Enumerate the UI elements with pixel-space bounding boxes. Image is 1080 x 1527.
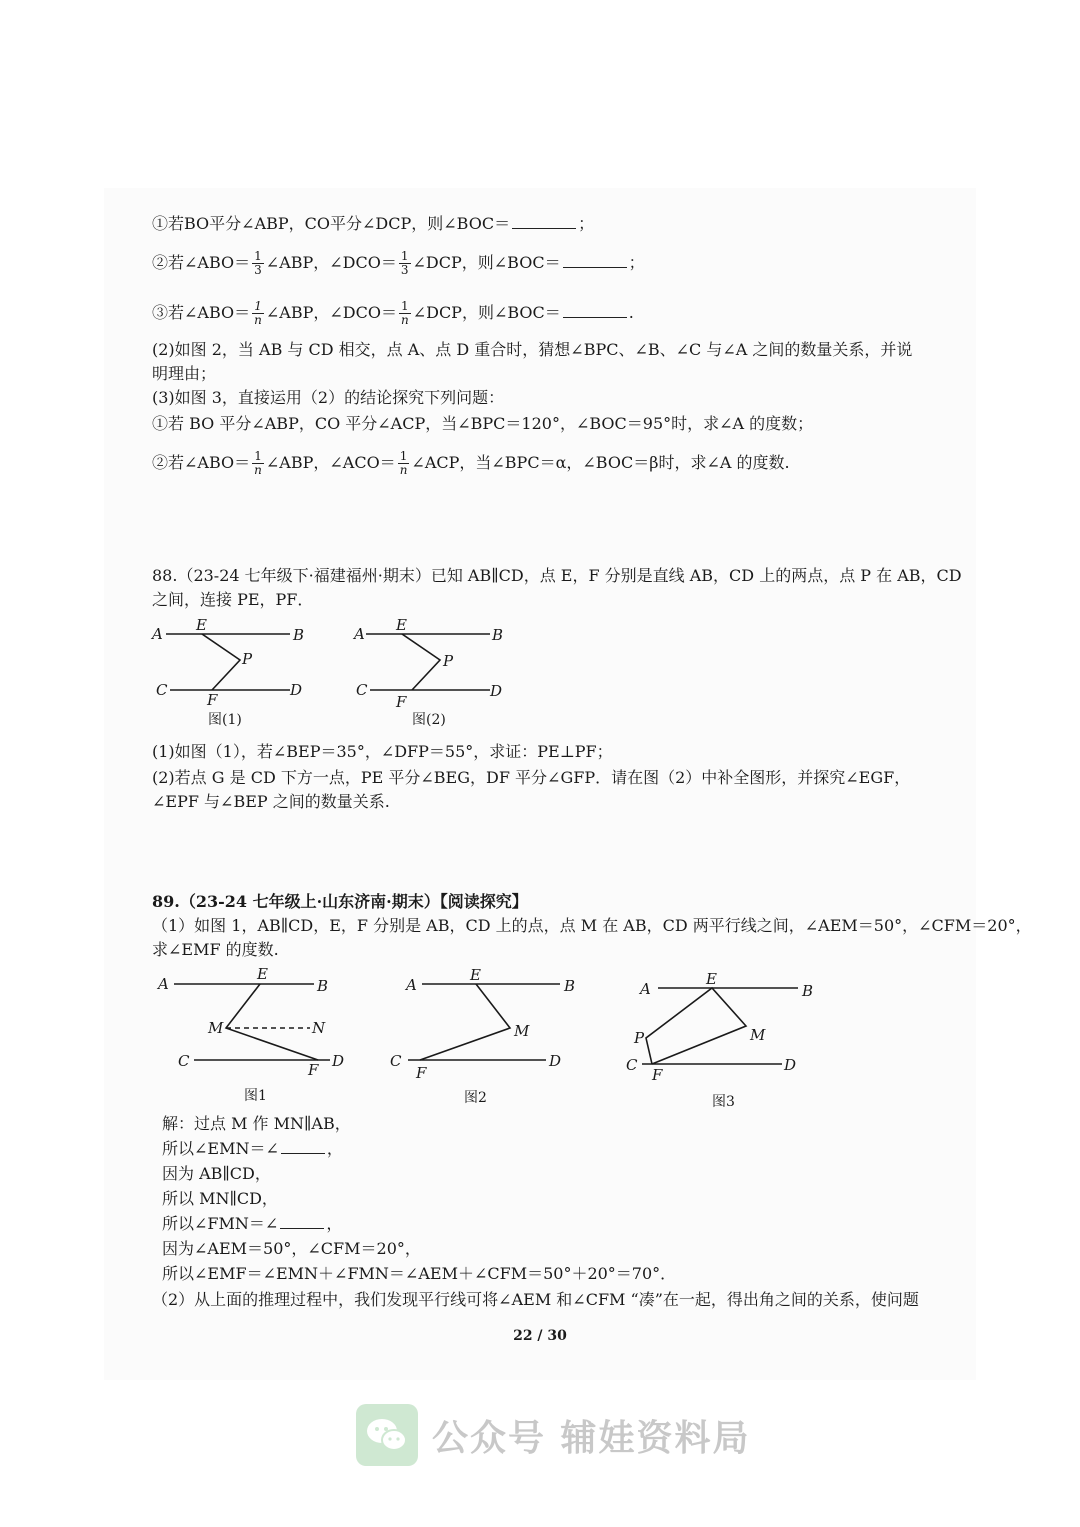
q89-figure-1	[150, 962, 360, 1112]
label-F: F	[652, 1066, 663, 1084]
q89-part2: （2）从上面的推理过程中，我们发现平行线可将∠AEM 和∠CFM “凑”在一起，得出角之间的关系，使问题	[152, 1290, 919, 1309]
answer-blank	[512, 214, 576, 229]
q88-part1: (1)如图（1），若∠BEP＝35°，∠DFP＝55°，求证：PE⊥PF；	[152, 742, 613, 761]
q88-figure-1	[150, 614, 320, 734]
figure-caption: 图3	[712, 1094, 735, 1110]
label-E: E	[196, 616, 207, 634]
label-P: P	[634, 1029, 645, 1047]
fraction: $\frac{1}{n}$	[254, 299, 262, 327]
label-F: F	[416, 1064, 427, 1082]
label-B: B	[492, 626, 504, 644]
fraction: $\frac{1}{3}$	[254, 249, 262, 277]
q89-solution-step6: 因为∠AEM＝50°，∠CFM＝20°，	[162, 1239, 421, 1258]
q89-part1-line1: （1）如图 1，AB∥CD，E，F 分别是 AB，CD 上的点，点 M 在 AB，CD 两平行线之间，∠AEM＝50°，∠CFM＝20°，	[152, 916, 1032, 935]
label-P: P	[443, 652, 454, 670]
fraction: $\frac{1}{3}$	[400, 249, 409, 277]
q88-figure-2	[350, 614, 520, 734]
label-C: C	[356, 681, 368, 699]
label-M: M	[208, 1019, 224, 1037]
label-M: M	[514, 1022, 530, 1040]
label-F: F	[396, 693, 407, 711]
fraction: $\frac{1}{n}$	[400, 299, 409, 327]
label-E: E	[257, 965, 268, 983]
label-A: A	[640, 980, 651, 998]
q89-figure-2	[386, 962, 586, 1112]
label-D: D	[490, 682, 503, 700]
q88-heading-line1: 88.（23-24 七年级下·福建福州·期末）已知 AB∥CD，点 E，F 分别是直线 AB，CD 上的两点，点 P 在 AB，CD	[152, 566, 962, 585]
watermark-text: 公众号 辅娃资料局	[432, 1417, 751, 1459]
label-N: N	[312, 1019, 326, 1037]
label-D: D	[332, 1052, 345, 1070]
q89-solution-step4: 所以 MN∥CD，	[162, 1189, 278, 1208]
q88-part2-line2: ∠EPF 与∠BEP 之间的数量关系.	[152, 792, 390, 811]
label-A: A	[354, 625, 365, 643]
label-B: B	[317, 977, 329, 995]
answer-blank	[280, 1214, 324, 1229]
label-E: E	[706, 970, 717, 988]
q87-line-1: ①若BO平分∠ABP，CO平分∠DCP，则∠BOC＝ ；	[152, 214, 595, 233]
label-A: A	[152, 625, 163, 643]
q89-solution-step2: 所以∠EMN＝∠ ，	[162, 1139, 343, 1158]
q87-part3-2: ②若∠ABO＝ $\frac{1}{n}$ ∠ABP，∠ACO＝ $\frac{1}{n}$ ∠ACP，当∠BPC＝α，∠BOC＝β时，求∠A 的度数.	[152, 449, 790, 477]
q88-heading-line2: 之间，连接 PE，PF．	[152, 590, 314, 609]
q88-part2-line1: (2)若点 G 是 CD 下方一点，PE 平分∠BEG，DF 平分∠GFP．请在图（2）中补全图形，并探究∠EGF，	[152, 768, 911, 787]
q89-solution-step5: 所以∠FMN＝∠ ，	[162, 1214, 343, 1233]
fraction: $\frac{1}{n}$	[254, 449, 262, 477]
q89-heading: 89.（23-24 七年级上·山东济南·期末）【阅读探究】	[152, 892, 528, 911]
label-C: C	[626, 1056, 638, 1074]
q89-solution-step7: 所以∠EMF＝∠EMN＋∠FMN＝∠AEM＋∠CFM＝50°＋20°＝70°．	[162, 1264, 677, 1283]
q87-line-3: ③若∠ABO＝ $\frac{1}{n}$ ∠ABP，∠DCO＝ $\frac{1}{n}$ ∠DCP，则∠BOC＝ .	[152, 299, 634, 327]
label-E: E	[396, 616, 407, 634]
label-D: D	[290, 681, 303, 699]
watermark	[356, 1404, 751, 1466]
label-A: A	[406, 976, 417, 994]
answer-blank	[563, 253, 627, 268]
label-B: B	[564, 977, 576, 995]
label-E: E	[470, 966, 481, 984]
label-A: A	[158, 975, 169, 993]
q89-figure-3	[622, 966, 822, 1116]
label-B: B	[802, 982, 814, 1000]
answer-blank	[281, 1139, 325, 1154]
figure-caption: 图1	[244, 1088, 267, 1104]
label-D: D	[784, 1056, 797, 1074]
q87-line-2: ②若∠ABO＝ $\frac{1}{3}$ ∠ABP，∠DCO＝ $\frac{1}{3}$ ∠DCP，则∠BOC＝ ；	[152, 249, 645, 277]
figure-caption: 图(1)	[208, 712, 242, 728]
figure-caption: 图2	[464, 1090, 487, 1106]
q89-solution-step1: 解：过点 M 作 MN∥AB，	[162, 1114, 351, 1133]
q89-solution-step3: 因为 AB∥CD，	[162, 1164, 271, 1183]
q89-part1-line2: 求∠EMF 的度数.	[152, 940, 279, 959]
wechat-icon	[356, 1404, 418, 1466]
page-number: 22 / 30	[513, 1328, 567, 1344]
figure-caption: 图(2)	[412, 712, 446, 728]
q87-part3-1: ①若 BO 平分∠ABP，CO 平分∠ACP，当∠BPC＝120°，∠BOC＝95°时，求∠A 的度数；	[152, 414, 814, 433]
q87-part3: (3)如图 3，直接运用（2）的结论探究下列问题：	[152, 388, 505, 407]
label-F: F	[308, 1061, 319, 1079]
label-D: D	[549, 1052, 562, 1070]
answer-blank	[563, 303, 627, 318]
label-F: F	[207, 691, 218, 709]
fraction: $\frac{1}{n}$	[399, 449, 408, 477]
label-C: C	[156, 681, 168, 699]
q87-part2-line2: 明理由；	[152, 364, 217, 383]
label-C: C	[390, 1052, 402, 1070]
label-P: P	[242, 650, 253, 668]
label-C: C	[178, 1052, 190, 1070]
label-M: M	[750, 1026, 766, 1044]
q87-part2-line1: (2)如图 2，当 AB 与 CD 相交，点 A、点 D 重合时，猜想∠BPC、∠B、∠C 与∠A 之间的数量关系，并说	[152, 340, 913, 359]
label-B: B	[293, 626, 305, 644]
